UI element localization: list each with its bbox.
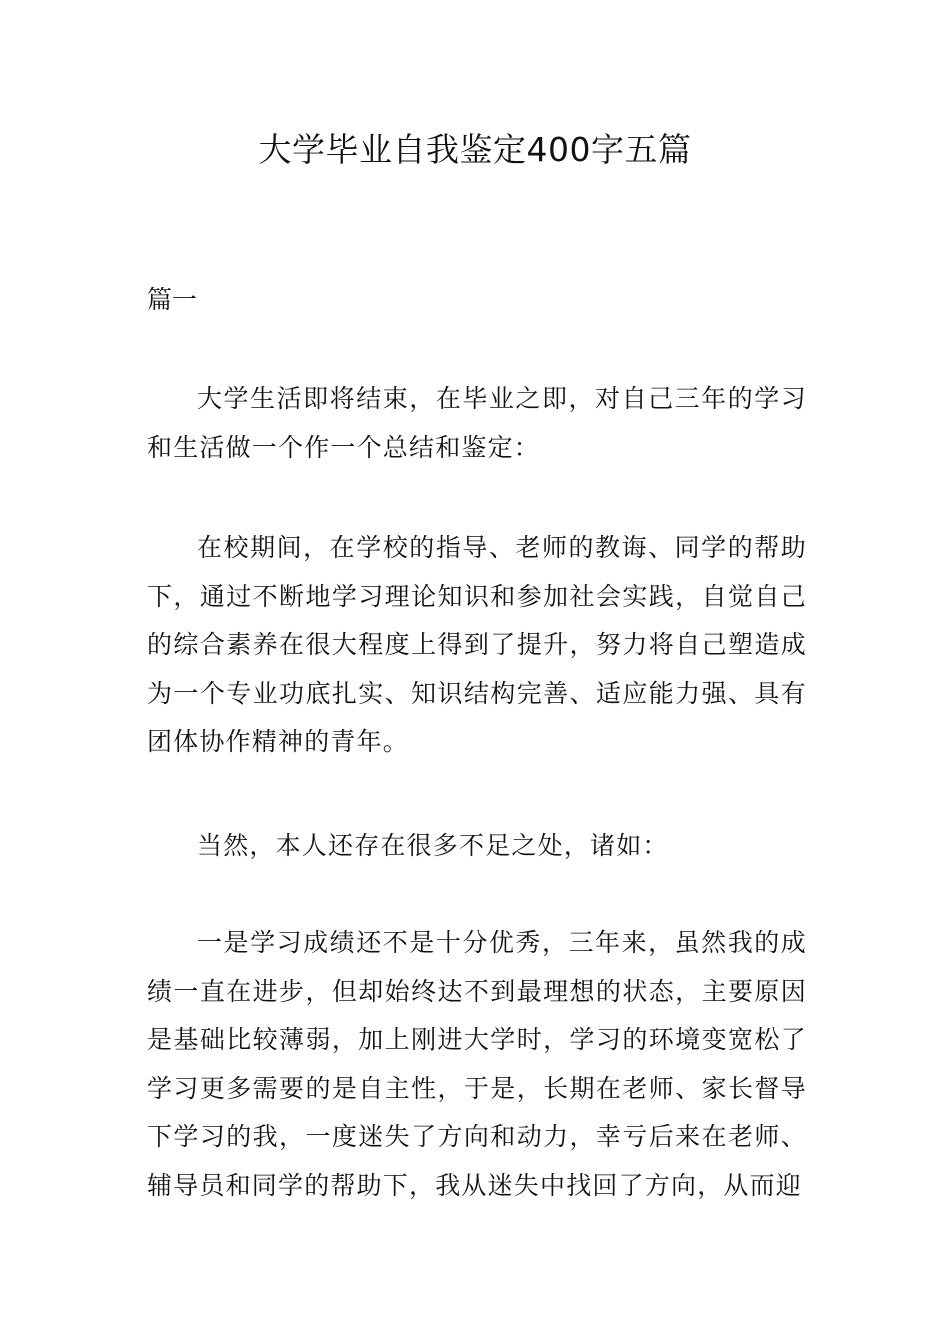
paragraph-school-period: 在校期间，在学校的指导、老师的教诲、同学的帮助下，通过不断地学习理论知识和参加社会实践，自觉自己的综合素养在很大程度上得到了提升，努力将自己塑造成为一个专业功底扎实、知识结构完善、适应能力强、具有团体协作精神的青年。 <box>147 533 807 756</box>
document-title: 大学毕业自我鉴定400字五篇 <box>258 130 692 169</box>
paragraph-intro: 大学生活即将结束，在毕业之即，对自己三年的学习和生活做一个作一个总结和鉴定： <box>147 384 807 462</box>
paragraph-first-point: 一是学习成绩还不是十分优秀，三年来，虽然我的成绩一直在进步，但却始终达不到最理想的状态，主要原因是基础比较薄弱，加上刚进大学时，学习的环境变宽松了学习更多需要的是自主性，于是，长期在老师、家长督导下学习的我，一度迷失了方向和动力，幸亏后来在老师、辅导员和同学的帮助下，我从迷失中找回了方向，从而迎 <box>147 928 807 1200</box>
paragraph-shortcomings: 当然，本人还存在很多不足之处，诸如： <box>197 831 669 860</box>
section-label: 篇一 <box>147 285 198 314</box>
